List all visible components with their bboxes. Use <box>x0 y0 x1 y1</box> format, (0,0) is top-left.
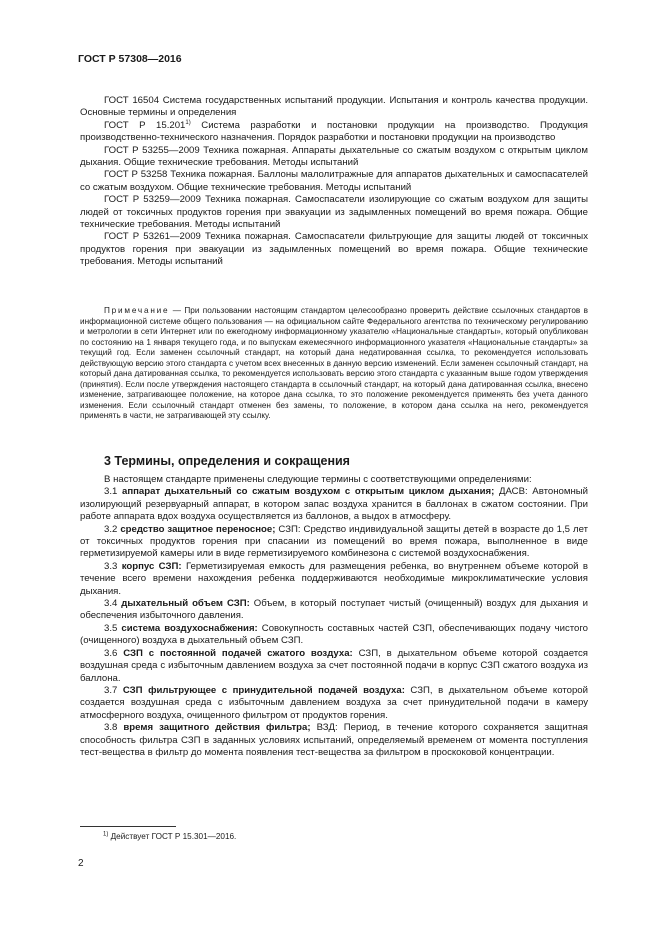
reference-title: Техника пожарная. Самоспасатели фильтрующие для защиты людей от токсичных продуктов горения при эвакуации из задымленных помещений во время пожара. Общие технические требования. Методы испытаний <box>80 231 588 268</box>
reference-code: ГОСТ Р 53258 <box>104 169 168 181</box>
term-definition: СЗП: Средство индивидуальной защиты детей в возрасте до 1,5 лет от токсичных продуктов горения при спасании из помещений во время пожара, выполненное в виде герметизируемой камеры или в виде герметизируемого комбинезона с системой воздухоснабжения. <box>80 523 588 560</box>
term-number: 3.7 <box>104 684 118 696</box>
reference-note <box>80 306 588 422</box>
normative-references <box>80 95 588 269</box>
reference-code: ГОСТ Р 53261—2009 <box>104 231 201 243</box>
reference-code: ГОСТ 16504 <box>104 95 160 106</box>
reference-title: Техника пожарная. Аппараты дыхательные со сжатым воздухом с открытым циклом дыхания. Общие технические требования. Методы испытаний <box>80 144 588 169</box>
footnote <box>103 832 236 841</box>
terms-list <box>80 474 588 759</box>
term-name: корпус СЗП: <box>121 560 182 572</box>
section-heading: 3 Термины, определения и сокращения <box>104 454 350 468</box>
reference-item <box>80 120 588 145</box>
reference-title: Система государственных испытаний продукции. Испытания и контроль качества продукции. Основные термины и определения <box>80 95 588 119</box>
term-name: время защитного действия фильтра; <box>123 722 311 734</box>
reference-code: ГОСТ Р 53255—2009 <box>104 144 200 156</box>
term-name: СЗП фильтрующее с принудительной подачей воздуха: <box>122 684 405 696</box>
page-number: 2 <box>78 858 84 869</box>
term-entry <box>80 598 588 623</box>
term-entry <box>80 486 588 523</box>
term-name: дыхательный объем СЗП: <box>121 598 250 610</box>
reference-item <box>80 169 588 194</box>
footnote-mark: 1) <box>103 831 109 838</box>
reference-item <box>80 231 588 268</box>
term-number: 3.5 <box>104 622 118 634</box>
term-number: 3.1 <box>104 486 118 498</box>
term-name: аппарат дыхательный со сжатым воздухом с открытым циклом дыхания; <box>122 486 495 498</box>
term-entry <box>80 623 588 648</box>
term-definition: СЗП, в дыхательном объеме которой создается воздушная среда с избыточным давлением воздуха за счет постоянной подачи в корпус СЗП сжатого воздуха из баллона. <box>80 647 588 684</box>
reference-code: ГОСТ Р 53259—2009 <box>104 194 201 206</box>
term-entry <box>80 561 588 598</box>
term-name: СЗП с постоянной подачей сжатого воздуха: <box>123 647 353 659</box>
reference-title: Система разработки и постановки продукции на производство. Продукция производственно-технического назначения. Порядок разработки и постановки продукции на производство <box>80 119 588 144</box>
reference-title: Техника пожарная. Самоспасатели изолирующие со сжатым воздухом для защиты людей от токсичных продуктов горения при эвакуации из задымленных помещений во время пожара. Общие технические требования. Методы испытаний <box>80 194 589 231</box>
term-entry <box>80 648 588 685</box>
term-name: средство защитное переносное; <box>120 523 276 535</box>
term-definition: Совокупность составных частей СЗП, обеспечивающих подачу чистого (очищенного) воздуха в дыхательный объем СЗП. <box>80 622 588 647</box>
term-definition: ВЗД: Период, в течение которого сохраняется защитная способность фильтра СЗП в заданных условиях испытаний, определяемый временем от момента поступления тест-вещества в фильтр до момента появления тест-вещества за фильтром в проскоковой концентрации. <box>80 722 588 758</box>
term-number: 3.8 <box>104 722 118 734</box>
reference-item <box>80 145 588 170</box>
footnote-mark: 1) <box>185 119 191 126</box>
term-definition: ДАСВ: Автономный изолирующий резервуарный аппарат, в котором запас воздуха хранится в баллонах в сжатом состоянии. При работе аппарата вдох воздуха осуществляется из баллонов, а выдох в атмосферу. <box>80 486 588 523</box>
term-definition: Герметизируемая емкость для размещения ребенка, во внутреннем объеме которой в течение всего времени нахождения ребенка поддерживаются необходимые микроклиматические условия дыхания. <box>80 560 588 597</box>
term-number: 3.6 <box>104 647 118 659</box>
term-number: 3.4 <box>104 598 118 610</box>
term-definition: Объем, в который поступает чистый (очищенный) воздух для дыхания и обеспечения избыточного давления. <box>80 598 588 622</box>
term-entry <box>80 722 588 759</box>
footnote-divider <box>80 826 176 827</box>
note-label: Примечание <box>104 306 170 315</box>
page-header-standard: ГОСТ Р 57308—2016 <box>78 53 182 65</box>
term-name: система воздухоснабжения: <box>121 622 258 634</box>
reference-code: ГОСТ Р 15.201 <box>104 119 186 131</box>
term-definition: СЗП, в дыхательном объеме которой создается воздушная среда с избыточным давлением воздуха за счет принудительной подачи в камеру атмосферного воздуха, очищенного фильтром от продуктов горения. <box>80 684 588 721</box>
term-entry <box>80 524 588 561</box>
note-text: — При пользовании настоящим стандартом целесообразно проверить действие ссылочных стандартов в информационной системе общего пользования — на официальном сайте Федерального агентства по техническому регулированию и метрологии в сети Интернет или по ежегодному информационному указателю «Национальные стандарты», который опубликован по состоянию на 1 января текущего года, и по выпускам ежемесячного информационного указателя «Национальные стандарты» за текущий год. Если заменен ссылочный стандарт, на который дана недатированная ссылка, то рекомендуется использовать действующую версию этого стандарта с учетом всех внесенных в данную версию изменений. Если заменен ссылочный стандарт, на который дана датированная ссылка, то рекомендуется использовать версию этого стандарта с указанным выше годом утверждения (принятия). Если после утверждения настоящего стандарта в ссылочный стандарт, на который дана датированная ссылка, внесено изменение, затрагивающее положение, на которое дана ссылка, то это положение рекомендуется применять без учета данного изменения. Если ссылочный стандарт отменен без замены, то положение, в котором дана ссылка на него, рекомендуется применять в части, не затрагивающей эту ссылку. <box>80 306 588 420</box>
term-entry <box>80 685 588 722</box>
footnote-text: Действует ГОСТ Р 15.301—2016. <box>108 832 237 841</box>
reference-item <box>80 95 588 120</box>
reference-title: Техника пожарная. Баллоны малолитражные для аппаратов дыхательных и самоспасателей со сжатым воздухом. Общие технические требования. Методы испытаний <box>80 169 588 193</box>
reference-item <box>80 194 588 231</box>
terms-intro: В настоящем стандарте применены следующие термины с соответствующими определениями: <box>104 474 532 485</box>
term-number: 3.3 <box>104 560 118 572</box>
term-number: 3.2 <box>104 523 118 535</box>
